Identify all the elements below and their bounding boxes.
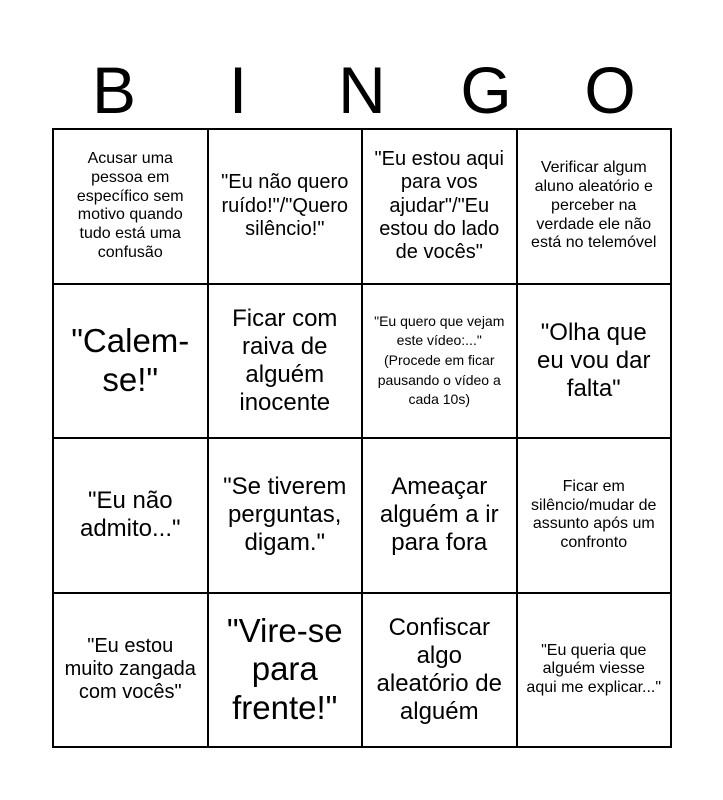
bingo-cell-r1-c2[interactable] [209,130,364,285]
title-letter-n: N [338,53,386,127]
bingo-cell-r2-c1[interactable] [54,285,209,440]
title-letter-g: G [460,53,512,127]
cell-text: Ficar com raiva de alguém inocente [232,304,338,416]
bingo-cell-r2-c4[interactable] [518,285,673,440]
cell-text: "Vire-se para frente!" [226,611,343,727]
bingo-cell-r1-c1[interactable] [54,130,209,285]
bingo-cell-r2-c2[interactable] [209,285,364,440]
cell-text: "Olha que eu vou dar falta" [537,318,651,402]
cell-text: Ficar em silêncio/mudar de assunto após um confronto [531,477,657,551]
cell-text: Acusar uma pessoa em específico sem motivo quando tudo está uma confusão [76,150,184,261]
bingo-cell-r3-c1[interactable] [54,439,209,594]
bingo-cell-r4-c2[interactable] [209,594,364,749]
bingo-cell-r4-c1[interactable] [54,594,209,749]
cell-text: "Eu estou aqui para vos ajudar"/"Eu estou do lado de vocês" [374,147,504,264]
cell-text: Ameaçar alguém a ir para fora [379,473,499,557]
cell-text: "Se tiverem perguntas, digam." [223,473,347,557]
bingo-cell-r3-c2[interactable] [209,439,364,594]
bingo-cell-r1-c4[interactable] [518,130,673,285]
title-letter-i: I [228,53,248,127]
bingo-cell-r3-c3[interactable] [363,439,518,594]
title-letter-b: B [91,53,137,127]
cell-text: "Eu quero que vejam este vídeo:..." (Procede em ficar pausando o vídeo a cada 10s) [374,312,505,408]
bingo-cell-r1-c3[interactable] [363,130,518,285]
cell-text: Confiscar algo aleatório de alguém [376,613,502,725]
bingo-cell-r2-c3[interactable] [363,285,518,440]
bingo-cell-r4-c4[interactable] [518,594,673,749]
bingo-board [52,128,672,748]
cell-text: "Eu estou muito zangada com vocês" [64,634,196,704]
bingo-title [52,52,672,128]
cell-text: "Calem-se!" [71,322,190,398]
title-letter-o: O [584,53,636,127]
bingo-cell-r3-c4[interactable] [518,439,673,594]
cell-text: "Eu não admito..." [79,487,181,543]
cell-text: "Eu não quero ruído!"/"Quero silêncio!" [221,171,349,240]
bingo-cell-r4-c3[interactable] [363,594,518,749]
cell-text: "Eu queria que alguém viesse aqui me explicar..." [526,641,662,697]
cell-text: Verificar algum aluno aleatório e perceber na verdade ele não está no telemóvel [531,159,657,252]
